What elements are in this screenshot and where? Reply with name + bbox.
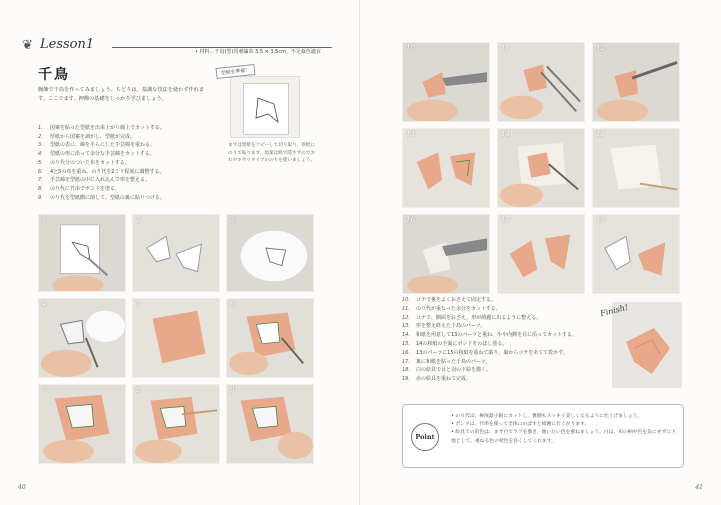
step-item: 19. 赤の絵具を重ねて完成。 <box>402 376 471 383</box>
step-item: 3. 型紙の表に、綿を平らにした手芸綿を重ねる。 <box>38 142 156 149</box>
step-photo: 1 <box>38 214 126 292</box>
materials-note: • 材料…千鳥(型)用刺繍糸 3.5 × 3.5cm、不足裁色適宜 <box>195 49 321 55</box>
step-item: 14. 和紙を用意して13のパーツと重ね、やや内側を目に沿ってカットする。 <box>402 332 577 339</box>
step-item: 6. 4と5の布を重ね、のり代を2ミリ程度に調整する。 <box>38 168 165 175</box>
step-item: 11. のり代が重なった余分をカットする。 <box>402 305 501 312</box>
step-item: 9. のり代を型紙側に倒して、型紙の裏に貼りつける。 <box>38 194 165 201</box>
step-item: 13. 形を整え終えた千鳥のパーツ。 <box>402 323 486 330</box>
left-page <box>0 0 360 505</box>
pattern-caption: まずは型紙をコピーして切り取り、厚紙にのりで貼ります。図案は紙で隠さずのでおれやホヤリタイプののりを使いましょう。 <box>228 143 316 164</box>
pattern-sheet <box>243 83 289 135</box>
step-photo: 16 <box>402 214 490 294</box>
lesson-title: Lesson1 <box>40 37 95 52</box>
intro-text: 胸飾で千鳥を作ってみましょう。ちどりは、基調な技法を使わず作れます。ここでます、押飾の基礎をしっかり学びましょう。 <box>38 87 205 102</box>
step-photo: 13 <box>402 128 490 208</box>
pattern-tag: 型紙を準備！ <box>216 64 256 79</box>
point-box <box>402 404 684 468</box>
step-item: 8. のり代に竹串でボンドを塗る。 <box>38 185 121 192</box>
step-photo: 12 <box>592 42 680 122</box>
point-badge: Point <box>411 423 439 451</box>
step-item: 16. 13のパーツに15の和紙を重ねて貼り、裏からコテをあてて乾かす。 <box>402 349 569 356</box>
step-photo: 9 <box>226 384 314 464</box>
step-photo: 15 <box>592 128 680 208</box>
point-item: • 絵具での彩色は、まず白でラフを描き、使いたい色を重ねましょう。白は、布の柄や色を気にせずに下地として、重ねる色の発色を良くしてくれます。 <box>451 430 676 444</box>
step-item: 15. 14の和紙の全面にボンドをのばし塗る。 <box>402 340 508 347</box>
point-item: • のり代は、極度最小限にカットし、裏側もスッキリ美しくなるように仕上げましょう。 <box>451 414 643 419</box>
step-item: 10. コテで裏をよくおさえて固定する。 <box>402 297 497 303</box>
steps-list <box>38 124 213 202</box>
page-number: 40 <box>18 484 26 491</box>
step-photo: 4 <box>38 298 126 378</box>
step-photo: 5 <box>132 298 220 378</box>
finish-label: Finish! <box>599 302 629 319</box>
step-photo: 18 <box>592 214 680 294</box>
steps-list-right <box>402 296 602 384</box>
step-photo: 14 <box>497 128 585 208</box>
step-item: 17. 裏に和紙を貼った千鳥のパーツ。 <box>402 358 491 365</box>
step-photo: 6 <box>226 298 314 378</box>
step-item: 5. のり代分のついた布をカットする。 <box>38 159 130 166</box>
step-photo: 17 <box>497 214 585 294</box>
step-item: 7. 手芸綿を型紙の中に入れ込んで形を整える。 <box>38 177 151 184</box>
bird-outline-icon <box>244 84 290 136</box>
step-photo: 10 <box>402 42 490 122</box>
step-item: 18. 白の絵具で目と羽の下絵を描く。 <box>402 367 491 374</box>
step-item: 4. 型紙の形に沿って余分な手芸綿をカットする。 <box>38 151 155 158</box>
point-list <box>451 413 679 446</box>
step-item: 2. 厚紙から図案を剥がし、型紙が完成。 <box>38 133 136 140</box>
ornament-icon: ❦ <box>22 38 33 53</box>
step-photo: 7 <box>38 384 126 464</box>
page-number: 41 <box>695 484 703 491</box>
step-photo: 3 <box>226 214 314 292</box>
point-item: • ボンドは、竹串を使って全体にのばすと綺麗に仕上がります。 <box>451 422 590 428</box>
step-item: 12. コテで、側面をおさえ、形が綺麗に出るように整える。 <box>402 314 542 321</box>
finish-photo <box>612 302 682 388</box>
step-photo: 11 <box>497 42 585 122</box>
step-photo: 8 <box>132 384 220 464</box>
pattern-photo <box>230 76 300 138</box>
step-item: 1. 図案を貼った型紙を出来上がり線上でカットする。 <box>38 125 165 131</box>
step-photo: 2 <box>132 214 220 292</box>
page-title: 千鳥 <box>38 67 70 83</box>
